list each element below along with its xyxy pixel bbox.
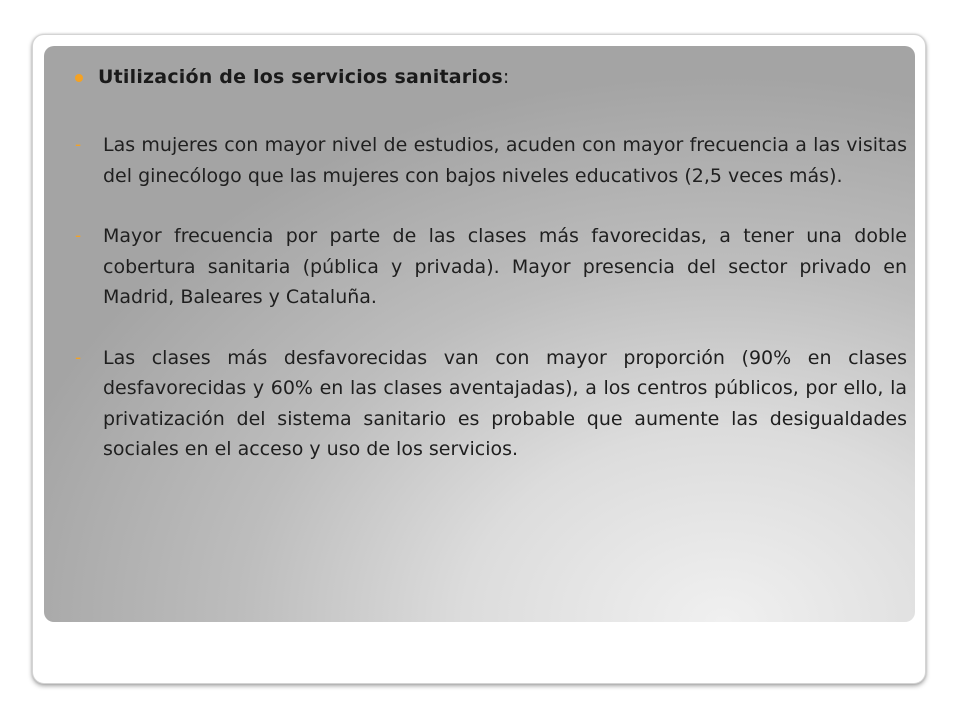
heading-suffix: : <box>502 66 510 88</box>
list-item-text: Las clases más desfavorecidas van con mayor proporción (90% en clases desfavorecidas y 60% en las clases aventajadas), a los centros públicos, por ello, la privatización del sistema sanitario es probable que aumente las desigualdades sociales en el acceso y uso de los servicios. <box>103 346 907 460</box>
list-item-text: Las mujeres con mayor nivel de estudios, acuden con mayor frecuencia a las visitas del ginecólogo que las mujeres con bajos niveles educativos (2,5 veces más). <box>103 134 907 187</box>
bullet-list <box>75 130 907 495</box>
heading-text <box>98 66 509 88</box>
list-item <box>75 221 907 313</box>
list-item <box>75 130 907 191</box>
bullet-dot-icon <box>75 74 83 82</box>
dash-marker: - <box>75 226 82 246</box>
heading-title: Utilización de los servicios sanitarios <box>98 66 503 88</box>
dash-marker: - <box>75 135 82 155</box>
list-item <box>75 343 907 465</box>
dash-marker: - <box>75 347 82 368</box>
slide-heading <box>75 66 509 88</box>
list-item-text: Mayor frecuencia por parte de las clases más favorecidas, a tener una doble cobertura sanitaria (pública y privada). Mayor presencia del sector privado en Madrid, Baleares y Cataluña. <box>103 225 907 308</box>
